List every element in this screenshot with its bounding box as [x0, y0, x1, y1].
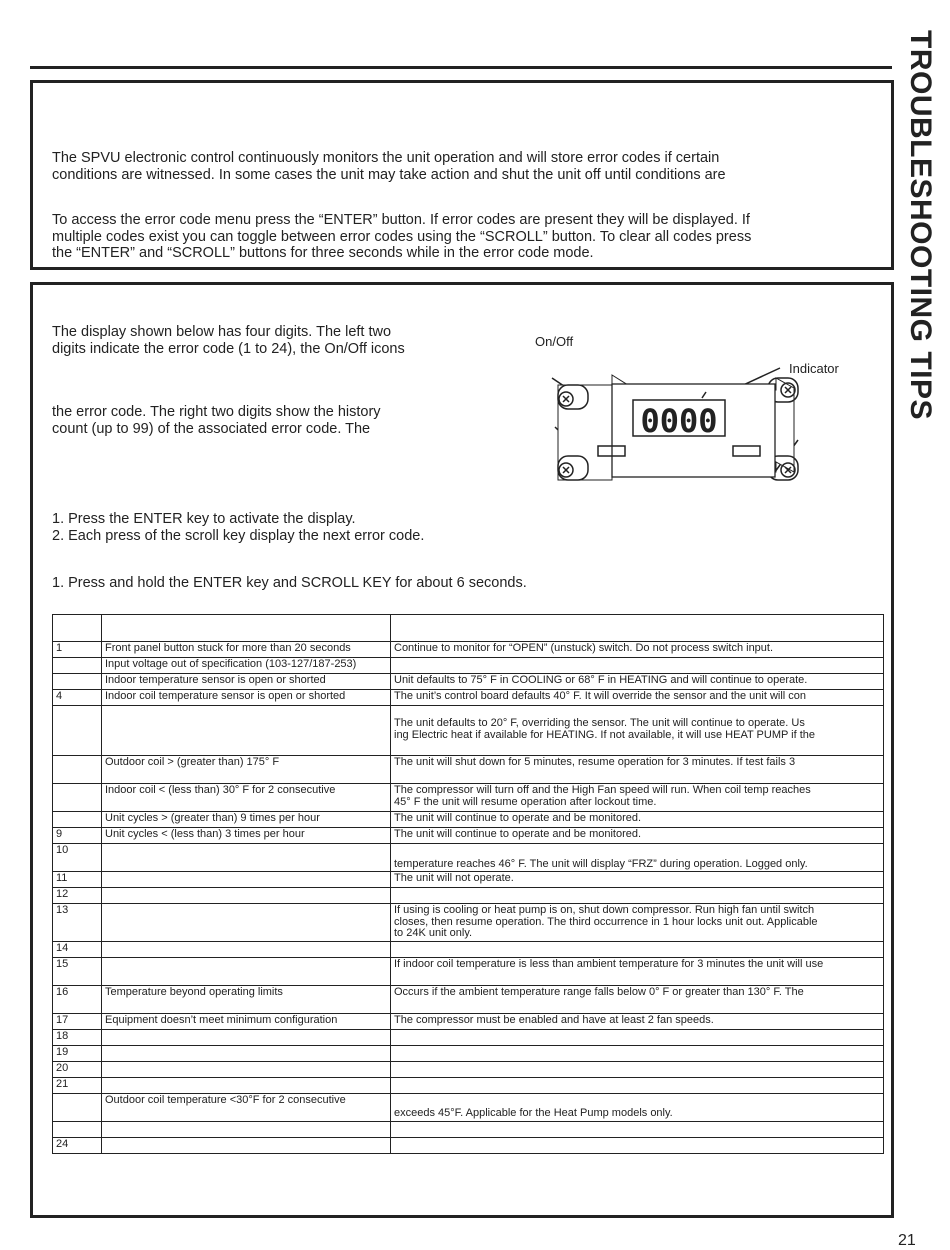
- action-cell: [391, 888, 884, 904]
- error-code-cell: [53, 1093, 102, 1121]
- action-cell: The compressor will turn off and the High Fan speed will run. When coil temp reaches 45° F the unit will resume operation after lockout time.: [391, 784, 884, 812]
- action-cell: [391, 1029, 884, 1045]
- table-row: [53, 872, 884, 888]
- condition-cell: [102, 1077, 391, 1093]
- header-rule: [30, 66, 892, 69]
- condition-cell: Input voltage out of specification (103-127/187-253): [102, 658, 391, 674]
- error-code-cell: 11: [53, 872, 102, 888]
- action-cell: [391, 1061, 884, 1077]
- page-number: 21: [898, 1232, 916, 1249]
- control-panel-diagram: [540, 340, 810, 500]
- action-cell: exceeds 45°F. Applicable for the Heat Pump models only.: [391, 1093, 884, 1121]
- table-row: [53, 1093, 884, 1121]
- table-row: [53, 1029, 884, 1045]
- action-cell: temperature reaches 46° F. The unit will display “FRZ” during operation. Logged only.: [391, 844, 884, 872]
- error-code-cell: 4: [53, 690, 102, 706]
- condition-cell: [102, 904, 391, 942]
- table-row: [53, 985, 884, 1013]
- condition-cell: [102, 1029, 391, 1045]
- action-cell: The unit will not operate.: [391, 872, 884, 888]
- table-row: [53, 1137, 884, 1153]
- error-code-cell: [53, 812, 102, 828]
- error-code-cell: 18: [53, 1029, 102, 1045]
- condition-cell: [102, 615, 391, 642]
- error-code-cell: 1: [53, 642, 102, 658]
- error-code-cell: 10: [53, 844, 102, 872]
- action-cell: [391, 615, 884, 642]
- condition-cell: Unit cycles > (greater than) 9 times per hour: [102, 812, 391, 828]
- display-description-1: The display shown below has four digits. The left two digits indicate the error code (1 to 24), the On/Off icons: [52, 324, 405, 357]
- error-code-table: [52, 614, 884, 1154]
- error-code-cell: 19: [53, 1045, 102, 1061]
- action-cell: The unit will continue to operate and be monitored.: [391, 828, 884, 844]
- error-code-cell: 15: [53, 957, 102, 985]
- intro-paragraph-2: To access the error code menu press the “ENTER” button. If error codes are present they will be displayed. If multiple codes exist you can toggle between error codes using the “SCROLL” button. To clear all codes press the “ENTER” and “SCROLL” buttons for three seconds while in the error code mode.: [52, 212, 752, 261]
- action-cell: The compressor must be enabled and have at least 2 fan speeds.: [391, 1013, 884, 1029]
- indicator-label: Indicator: [789, 361, 839, 376]
- table-row: [53, 706, 884, 756]
- clear-steps: 1. Press and hold the ENTER key and SCROLL KEY for about 6 seconds.: [52, 575, 527, 591]
- on-off-label: On/Off: [535, 334, 574, 349]
- condition-cell: Outdoor coil > (greater than) 175° F: [102, 756, 391, 784]
- error-code-cell: 13: [53, 904, 102, 942]
- condition-cell: Unit cycles < (less than) 3 times per hour: [102, 828, 391, 844]
- error-code-cell: [53, 674, 102, 690]
- table-row: [53, 1121, 884, 1137]
- action-cell: The unit defaults to 20° F, overriding the sensor. The unit will continue to operate. Us ing Electric heat if available for HEATING. If not available, it will use HEAT PUMP if the: [391, 706, 884, 756]
- error-code-cell: 14: [53, 941, 102, 957]
- table-row: [53, 1061, 884, 1077]
- error-code-cell: [53, 658, 102, 674]
- error-code-cell: [53, 706, 102, 756]
- table-row: [53, 784, 884, 812]
- error-code-cell: [53, 756, 102, 784]
- action-cell: [391, 658, 884, 674]
- condition-cell: [102, 1061, 391, 1077]
- condition-cell: Indoor coil < (less than) 30° F for 2 consecutive: [102, 784, 391, 812]
- table-row: [53, 690, 884, 706]
- table-row: [53, 642, 884, 658]
- action-cell: If using is cooling or heat pump is on, shut down compressor. Run high fan until switch closes, then resume operation. The third occurrence in 1 hour locks unit out. Applicable to 24K unit only.: [391, 904, 884, 942]
- action-cell: [391, 1121, 884, 1137]
- condition-cell: Indoor temperature sensor is open or shorted: [102, 674, 391, 690]
- error-code-cell: 17: [53, 1013, 102, 1029]
- view-steps: 1. Press the ENTER key to activate the display. 2. Each press of the scroll key display the next error code.: [52, 511, 425, 544]
- table-header-row: [53, 615, 884, 642]
- condition-cell: [102, 888, 391, 904]
- condition-cell: [102, 844, 391, 872]
- error-code-cell: [53, 615, 102, 642]
- error-code-cell: 9: [53, 828, 102, 844]
- condition-cell: [102, 706, 391, 756]
- display-description-2: the error code. The right two digits show the history count (up to 99) of the associated error code. The: [52, 404, 381, 437]
- table-row: [53, 674, 884, 690]
- error-code-cell: 20: [53, 1061, 102, 1077]
- condition-cell: [102, 1137, 391, 1153]
- action-cell: [391, 1045, 884, 1061]
- intro-paragraph-1: The SPVU electronic control continuously monitors the unit operation and will store error codes if certain conditions are witnessed. In some cases the unit may take action and shut the unit off until conditions are: [52, 150, 726, 183]
- action-cell: [391, 1137, 884, 1153]
- table-row: [53, 828, 884, 844]
- side-title: TROUBLESHOOTING TIPS: [904, 30, 937, 421]
- condition-cell: Outdoor coil temperature <30°F for 2 consecutive: [102, 1093, 391, 1121]
- action-cell: Unit defaults to 75° F in COOLING or 68° F in HEATING and will continue to operate.: [391, 674, 884, 690]
- table-row: [53, 658, 884, 674]
- condition-cell: [102, 957, 391, 985]
- condition-cell: Front panel button stuck for more than 20 seconds: [102, 642, 391, 658]
- condition-cell: Indoor coil temperature sensor is open or shorted: [102, 690, 391, 706]
- table-row: [53, 888, 884, 904]
- table-row: [53, 1077, 884, 1093]
- table-row: [53, 812, 884, 828]
- error-code-cell: [53, 784, 102, 812]
- condition-cell: [102, 941, 391, 957]
- error-code-cell: 12: [53, 888, 102, 904]
- action-cell: [391, 941, 884, 957]
- table-row: [53, 941, 884, 957]
- table-row: [53, 957, 884, 985]
- error-code-cell: 21: [53, 1077, 102, 1093]
- table-row: [53, 844, 884, 872]
- action-cell: [391, 1077, 884, 1093]
- condition-cell: [102, 872, 391, 888]
- action-cell: The unit will shut down for 5 minutes, resume operation for 3 minutes. If test fails 3: [391, 756, 884, 784]
- error-code-cell: [53, 1121, 102, 1137]
- action-cell: If indoor coil temperature is less than ambient temperature for 3 minutes the unit will use: [391, 957, 884, 985]
- condition-cell: [102, 1045, 391, 1061]
- table-row: [53, 756, 884, 784]
- action-cell: The unit will continue to operate and be monitored.: [391, 812, 884, 828]
- display-readout: 0000: [640, 402, 718, 440]
- table-row: [53, 1045, 884, 1061]
- action-cell: Occurs if the ambient temperature range falls below 0° F or greater than 130° F. The: [391, 985, 884, 1013]
- action-cell: The unit’s control board defaults 40° F. It will override the sensor and the unit will con: [391, 690, 884, 706]
- action-cell: Continue to monitor for “OPEN” (unstuck) switch. Do not process switch input.: [391, 642, 884, 658]
- condition-cell: Temperature beyond operating limits: [102, 985, 391, 1013]
- table-row: [53, 904, 884, 942]
- error-code-cell: 24: [53, 1137, 102, 1153]
- condition-cell: [102, 1121, 391, 1137]
- error-code-cell: 16: [53, 985, 102, 1013]
- condition-cell: Equipment doesn’t meet minimum configuration: [102, 1013, 391, 1029]
- table-row: [53, 1013, 884, 1029]
